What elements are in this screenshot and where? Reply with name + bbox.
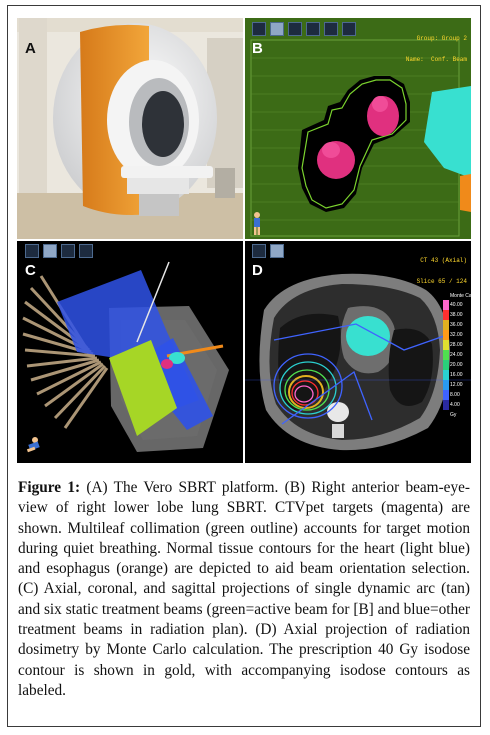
panel-b-beam-eye-view: [244, 18, 471, 240]
dose-legend-level: 4.00: [450, 402, 460, 408]
panel-a-photo: [17, 18, 244, 240]
panel-c-beam-projections: [17, 240, 244, 463]
panel-b-hud-name: Name: Conf. Beam: [405, 56, 467, 63]
panel-b-label: B: [252, 40, 263, 57]
pan-tool-icon[interactable]: [61, 244, 75, 258]
dose-legend-level: 38.00: [450, 312, 463, 318]
dose-legend-level: 8.00: [450, 392, 460, 398]
contour-tool-icon[interactable]: [306, 22, 320, 36]
beam-tool-icon[interactable]: [288, 22, 302, 36]
dose-legend: [450, 292, 478, 420]
figure-caption-text: (A) The Vero SBRT platform. (B) Right anterior beam-eye-view of right lower lobe lung SBRT. CTVpet targets (magenta) are shown. Multileaf collimation (green outline) accounts for target motion during quiet breathing. Normal tissue contours for the heart (light blue) and esophagus (orange) are depicted to aid beam orientation selection. (C) Axial, coronal, and sagittal projections of single dynamic arc (tan) and six static treatment beams (green=active beam for [B] and blue=other treatment beams in radiation plan). (D) Axial projection of radiation dosimetry by Monte Carlo calculation. The prescription 40 Gy isodose contour is shown in gold, with accompanying isodose contours as labeled.: [18, 479, 470, 699]
panel-a-label: A: [25, 40, 36, 57]
figure-caption-label: Figure 1:: [18, 479, 81, 496]
panel-divider-horizontal: [17, 239, 471, 241]
ruler-tool-icon[interactable]: [324, 22, 338, 36]
dose-legend-title: Monte Carlo: [450, 293, 478, 299]
panel-d-hud-slice: Slice 65 / 124: [416, 278, 467, 285]
zoom-tool-icon[interactable]: [252, 22, 266, 36]
dose-legend-level: 40.00: [450, 302, 463, 308]
dose-color-scale: [443, 300, 449, 410]
panel-b-hud: [406, 21, 467, 77]
panel-b-hud-group: Group: Group 2: [416, 35, 467, 42]
panel-d-dosimetry: [244, 240, 478, 463]
panel-d-label: D: [252, 262, 263, 279]
list-tool-icon[interactable]: [342, 22, 356, 36]
pan-tool-icon[interactable]: [270, 22, 284, 36]
rotate-tool-icon[interactable]: [270, 244, 284, 258]
dose-legend-level: 28.00: [450, 342, 463, 348]
dose-legend-unit: Gy: [450, 412, 457, 418]
panel-c-label: C: [25, 262, 36, 279]
panel-c-image: [17, 240, 244, 463]
panel-d-hud-series: CT 43 (Axial): [420, 257, 467, 264]
zoom-tool-icon[interactable]: [25, 244, 39, 258]
vero-platform-photo: [17, 18, 244, 240]
figure-grid: [17, 18, 478, 463]
dose-legend-level: 20.00: [450, 362, 463, 368]
dose-legend-level: 12.00: [450, 382, 463, 388]
dose-legend-level: 24.00: [450, 352, 463, 358]
dose-legend-level: 36.00: [450, 322, 463, 328]
zoom-tool-icon[interactable]: [252, 244, 266, 258]
dose-legend-level: 32.00: [450, 332, 463, 338]
rotate-tool-icon[interactable]: [43, 244, 57, 258]
panel-d-hud: [417, 243, 467, 299]
figure-caption: [18, 478, 470, 701]
view-tool-icon[interactable]: [79, 244, 93, 258]
dose-legend-level: 16.00: [450, 372, 463, 378]
